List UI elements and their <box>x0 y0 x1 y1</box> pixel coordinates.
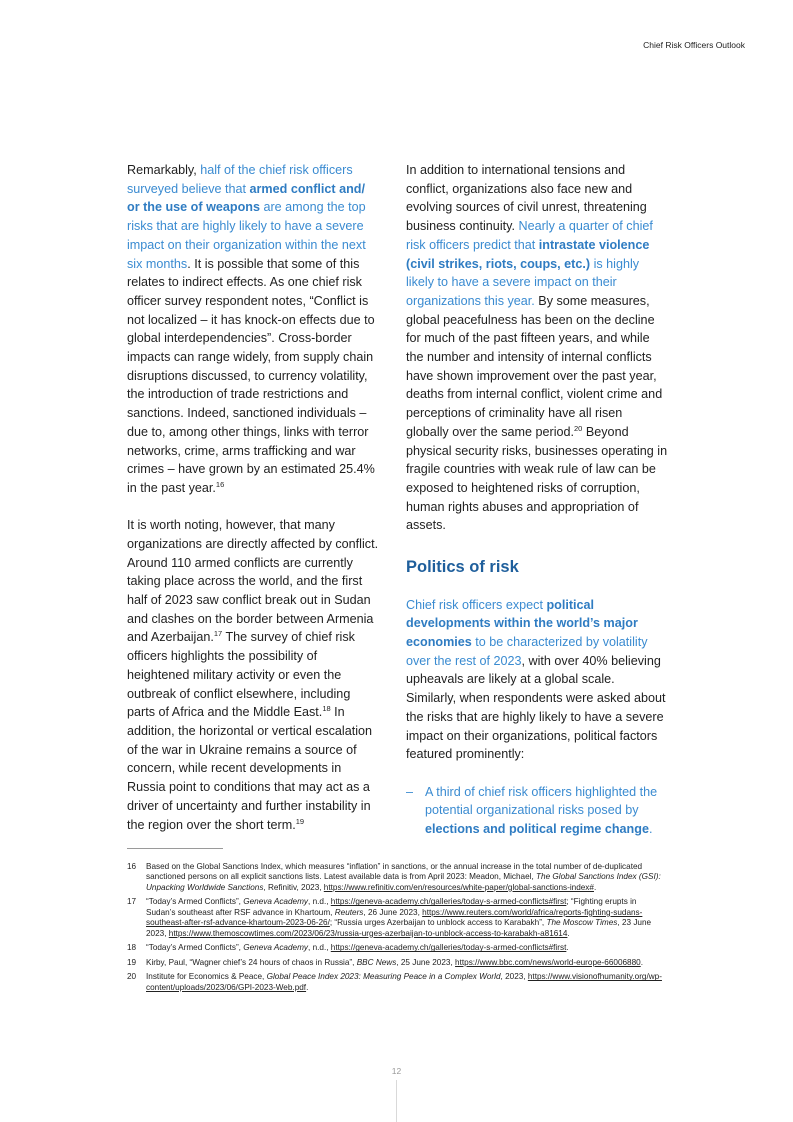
footnote-ref-17[interactable]: 17 <box>213 629 223 639</box>
running-header: Chief Risk Officers Outlook <box>643 40 745 50</box>
paragraph-politics: Chief risk officers expect political developments within the world’s major economies to be characterized by volatility over the rest of 2023, with over 40% believing upheavals are likely at a global scale. Similarly, when respondents were asked about the risks that are highly likely to have a severe impact on their organizations, political factors featured prominently: <box>406 597 666 762</box>
footnotes <box>127 862 667 997</box>
footnote-link[interactable]: https://www.themoscowtimes.com/2023/06/23/russia-urges-azerbaijan-to-unblock-access-to-karabakh-a81614 <box>168 928 568 938</box>
footnote-16: 16 Based on the Global Sanctions Index, which measures “inflation” in sanctions, or the annual increase in the total number of de-duplicated sanctioned persons on all explicit sanctions lists. Latest available data is from April 2023: Meadon, Michael, The Global Sanctions Index (GSI): Unpacking Worldwide Sanctions, Refinitiv, 2023, https://www.refinitiv.com/en/resources/white-paper/global-sanctions-index#. <box>127 862 661 892</box>
footnote-ref-16[interactable]: 16 <box>215 479 225 489</box>
footnote-20: 20 Institute for Economics & Peace, Global Peace Index 2023: Measuring Peace in a Complex World, 2023, https://www.visionofhumanity.org/wp-content/uploads/2023/06/GPI-2023-Web.pdf. <box>127 972 662 992</box>
footnote-ref-18[interactable]: 18 <box>322 704 331 714</box>
footnote-link[interactable]: https://www.visionofhumanity.org/wp-content/uploads/2023/06/GPI-2023-Web.pdf <box>146 972 662 992</box>
footnote-19: 19 Kirby, Paul, “Wagner chief’s 24 hours of chaos in Russia”, BBC News, 25 June 2023, https://www.bbc.com/news/world-europe-66006880. <box>127 957 643 967</box>
bullet-item-elections: – A third of chief risk officers highlighted the potential organizational risks posed by elections and political regime change. <box>406 783 668 839</box>
dash-bullet-icon: – <box>406 784 414 799</box>
footnote-ref-19[interactable]: 19 <box>295 816 305 826</box>
footnote-ref-20[interactable]: 20 <box>574 423 583 433</box>
footnote-link[interactable]: https://geneva-academy.ch/galleries/today-s-armed-conflicts#first <box>330 897 567 907</box>
footnote-link[interactable]: https://geneva-academy.ch/galleries/today-s-armed-conflicts#first <box>330 943 567 953</box>
footnote-17: 17 “Today’s Armed Conflicts”, Geneva Academy, n.d., https://geneva-academy.ch/galleries/today-s-armed-conflicts#first; “Fighting erupts in Sudan’s southeast after RSF advance in Khartoum, Reuters, 26 June 2023, https://www.reuters.com/world/africa/reports-fighting-sudans-southeast-after-rsf-advance-khartoum-2023-06-26/; “Russia urges Azerbaijan to unblock access to Karabakh”, The Moscow Times, 23 June 2023, https://www.themoscowtimes.com/2023/06/23/russia-urges-azerbaijan-to-unblock-access-to-karabakh-a81614. <box>127 897 652 938</box>
footnote-divider <box>127 848 223 849</box>
page-divider-line <box>396 1080 397 1122</box>
section-heading: Politics of risk <box>406 557 519 576</box>
left-column <box>127 161 379 853</box>
paragraph-armed-conflict: Remarkably, half of the chief risk officers surveyed believe that armed conflict and/ or the use of weapons are among the top risks that are highly likely to have a severe impact on their organization within the next six months. It is possible that some of this relates to indirect effects. As one chief risk officer survey respondent notes, “Conflict is not localized – it has knock-on effects due to global interdependencies”. Cross-border impacts can range widely, from supply chain disruptions discussed, to currency volatility, the introduction of trade restrictions and sanctions. Indeed, sanctioned individuals – due to, among other things, links with terror networks, crime, arms trafficking and war crimes – have grown by an estimated 25.4% in the past year.$^{16}$ <box>127 163 375 495</box>
footnote-link[interactable]: https://www.bbc.com/news/world-europe-66006880 <box>455 957 641 967</box>
footnote-link[interactable]: https://www.reuters.com/world/africa/reports-fighting-sudans-southeast-after-rsf-advance-khartoum-2023-06-26/ <box>146 907 643 928</box>
paragraph-civil-unrest: In addition to international tensions and conflict, organizations also face new and evolving sources of civil unrest, threatening business continuity. Nearly a quarter of chief risk officers predict that intrastate violence (civil strikes, riots, coups, etc.) is highly likely to have a severe impact on their organizations this year. By some measures, global peacefulness has been on the decline for much of the past fifteen years, and while the number and intensity of internal conflicts have shown improvement over the past year, deaths from internal conflict, violent crime and perceptions of criminality have all risen globally over the same period.$^{20}$ Beyond physical security risks, businesses operating in fragile countries with weak rule of law can be exposed to heightened risks of corruption, human rights abuses and appropriation of assets. <box>406 163 668 533</box>
footnote-18: 18 “Today’s Armed Conflicts”, Geneva Academy, n.d., https://geneva-academy.ch/galleries/today-s-armed-conflicts#first. <box>127 943 569 953</box>
footnote-link[interactable]: https://www.refinitiv.com/en/resources/white-paper/global-sanctions-index# <box>323 882 594 892</box>
page-number: 12 <box>391 1066 402 1076</box>
right-column <box>406 161 668 839</box>
paragraph-direct-conflict: It is worth noting, however, that many organizations are directly affected by conflict. Around 110 armed conflicts are currently taking place across the world, and the first half of 2023 saw conflict break out in Sudan and clashes on the border between Armenia and Azerbaijan.$^{17}$ The survey of chief risk officers highlights the possibility of heightened military activity or even the outbreak of conflict elsewhere, including parts of Africa and the Middle East.$^{18}$ In addition, the horizontal or vertical escalation of the war in Ukraine remains a source of concern, while recent developments in Russia point to conditions that may act as a driver of uncertainty and further instability in the region over the short term.$^{19}$ <box>127 518 379 832</box>
